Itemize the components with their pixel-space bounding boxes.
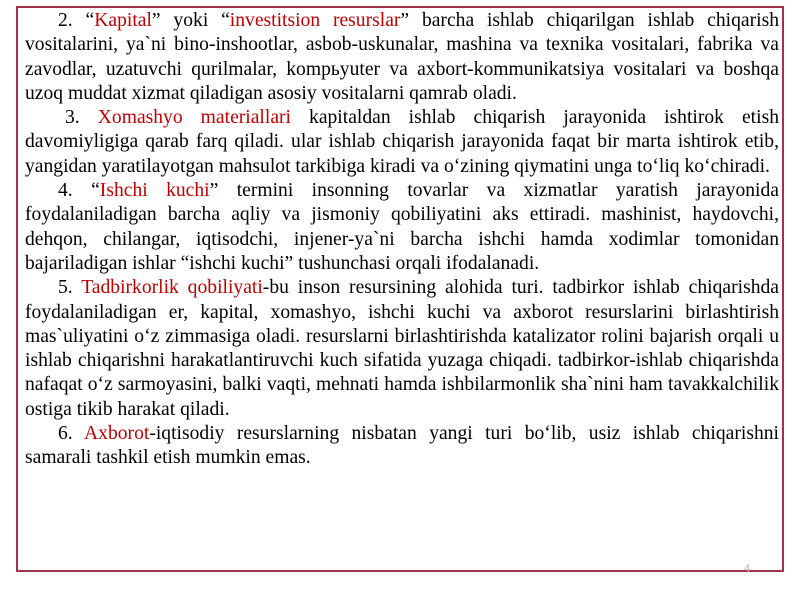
paragraph-number: 5. <box>58 277 73 299</box>
paragraph-5 <box>25 276 779 422</box>
paragraph-number: 2. <box>58 10 73 31</box>
term-investitsion-resurslar: investitsion resurslar <box>229 10 401 31</box>
term-kapital: Kapital <box>94 10 152 31</box>
term-ishchi-kuchi: Ishchi kuchi <box>99 180 210 202</box>
paragraph-2 <box>25 9 779 106</box>
term-tadbirkorlik-qobiliyati: Tadbirkorlik qobiliyati <box>81 277 263 299</box>
paragraph-text: ” termini insonning tovarlar va xizmatlar yaratish jarayonida foydalaniladigan barcha aqliy va jismoniy qobiliyatini aks ettiradi. mashinist, haydovchi, dehqon, chilangar, iqtisodchi, injener-ya`ni barcha ishchi hamda xodimlar tomonidan bajariladigan ishlar “ishchi kuchi” tushunchasi orqali ifodalanadi. <box>25 180 779 274</box>
paragraph-text: -bu inson resursining alohida turi. tadbirkor ishlab chiqarishda foydalaniladigan er, kapital, xomashyo, ishchi kuchi va axborot resurslarini birlashtirish mas`uliyatini o‘z zimmasiga oladi. resurslarni birlashtirishda katalizator rolini bajarish orqali u ishlab chiqarishni harakatlantiruvchi kuch sifatida yuzaga chiqadi. tadbirkor-ishlab chiqarishda nafaqat o‘z sarmoyasini, balki vaqti, mehnati hamda ishbilarmonlik sha`nini ham tavakkalchilik ostiga tikib harakat qiladi. <box>25 277 779 420</box>
paragraph-text: ” barcha ishlab chiqarilgan ishlab chiqarish vositalarini, ya`ni bino-inshootlar, asbob-uskunalar, mashina va texnika vositalari, fabrika va zavodlar, uzatuvchi qurilmalar, kompьyuter va axbort-kommunikatsiya vositalari va boshqa uzoq muddat xizmat qiladigan asosiy vositalarni qamrab oladi. <box>25 10 779 104</box>
paragraph-6 <box>25 422 779 471</box>
text-body <box>25 9 779 471</box>
term-axborot: Axborot <box>84 423 150 445</box>
paragraph-4 <box>25 179 779 276</box>
paragraph-number: 6. <box>58 423 73 445</box>
term-xomashyo-materiallari: Xomashyo materiallari <box>97 107 291 129</box>
paragraph-text: -iqtisodiy resurslarning nisbatan yangi turi bo‘lib, usiz ishlab chiqarishni samarali tashkil etish mumkin emas. <box>25 423 779 469</box>
page-number: 4 <box>744 563 751 575</box>
quote-open: “ <box>72 10 95 31</box>
quote-open: “ <box>72 180 100 202</box>
paragraph-text: kapitaldan ishlab chiqarish jarayonida ishtirok etish davomiyligiga qarab farq qiladi. ular ishlab chiqarish jarayonida faqat bir marta ishtirok etib, yangidan yaratilayotgan mahsulot tarkibiga kiradi va o‘zining qiymatini unga to‘liq ko‘chiradi. <box>25 107 779 177</box>
connector-text: ” yoki “ <box>151 10 230 31</box>
paragraph-number: 4. <box>58 180 73 202</box>
paragraph-3 <box>25 106 779 179</box>
paragraph-number: 3. <box>65 107 80 129</box>
